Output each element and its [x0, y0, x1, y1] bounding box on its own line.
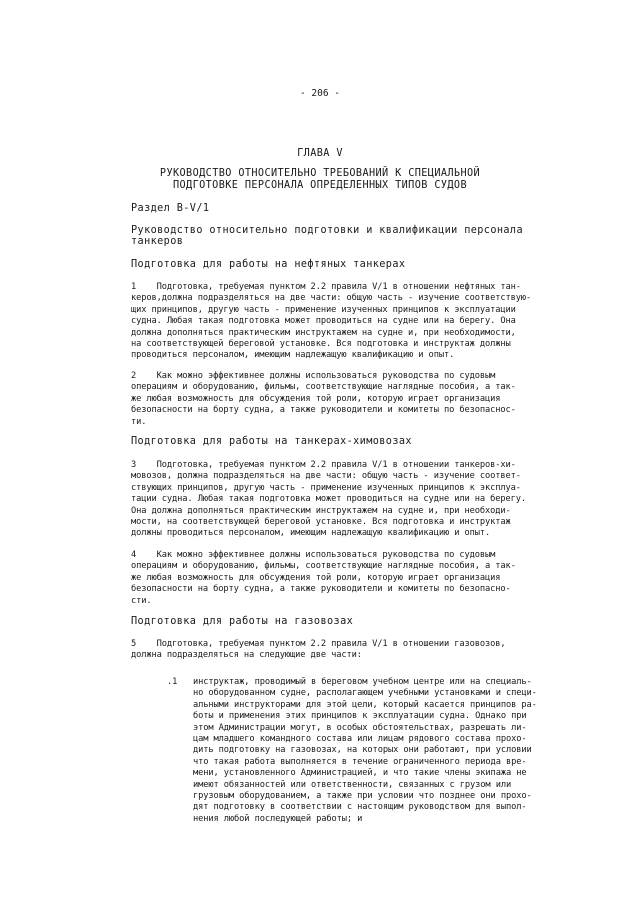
chapter-title-line-2: ПОДГОТОВКЕ ПЕРСОНАЛА ОПРЕДЕЛЕННЫХ ТИПОВ СУДОВ [172, 180, 467, 191]
paragraph-line: же любая возможность для обсуждения той роли, которую играет организация [131, 572, 501, 583]
paragraph-line: операциям и оборудованию, фильмы, соответствующие наглядные пособия, а так- [131, 561, 516, 572]
list-item-1 [193, 677, 573, 825]
paragraph-line: керов,должна подразделяться на две части: общую часть - изучение соответствую- [131, 293, 532, 304]
chapter-heading: ГЛАВА V [297, 148, 343, 159]
paragraph-line: проводиться персоналом, имеющим надлежащую квалификацию и опыт. [131, 350, 455, 361]
paragraph-line: должна подразделяться на следующие две части: [131, 650, 362, 661]
subheading-chemical-tankers: Подготовка для работы на танкерах-химовозах [131, 436, 412, 447]
list-item-line: имеют обязанностей или ответственности, связанных с грузом или [193, 779, 512, 790]
paragraph-4 [131, 550, 571, 607]
subheading-gas-carriers: Подготовка для работы на газовозах [131, 616, 354, 627]
paragraph-line: ствующих принципов, другую часть - применение изученных принципов к эксплуа- [131, 482, 521, 493]
list-item-line: боты и применения этих принципов к эксплуатации судна. Однако при [193, 711, 527, 722]
paragraph-5 [131, 639, 571, 662]
paragraph-line: должны проводиться персоналом, имеющим надлежащую квалификацию и опыт. [131, 528, 491, 539]
list-item-line: дить подготовку на газовозах, на которых они работают, при условии [193, 745, 532, 756]
paragraph-line: 1 Подготовка, требуемая пунктом 2.2 правила V/1 в отношении нефтяных тан- [131, 282, 521, 292]
paragraph-line: сти. [131, 595, 152, 606]
page-number: - 206 - [299, 88, 341, 99]
paragraph-line: 5 Подготовка, требуемая пунктом 2.2 правила V/1 в отношении газовозов, [131, 639, 506, 649]
paragraph-line: ти. [131, 416, 147, 427]
paragraph-line: безопасности на борту судна, а также руководители и комитеты по безопаснос- [131, 405, 516, 416]
list-item-line: инструктаж, проводимый в береговом учебном центре или на специаль- [193, 677, 532, 687]
list-item-label: .1 [167, 677, 178, 687]
paragraph-line: мости, на соответствующей береговой установке. Вся подготовка и инструктаж [131, 517, 511, 528]
paragraph-line: судна. Любая такая подготовка может проводиться на судне или на берегу. Она [131, 316, 516, 327]
list-item-line: дят подготовку в соответствии с настоящим руководством для выпол- [193, 802, 527, 813]
paragraph-line: же любая возможность для обсуждения той роли, которую играет организация [131, 393, 501, 404]
subheading-oil-tankers: Подготовка для работы на нефтяных танкерах [131, 259, 406, 270]
section-heading: Раздел В-V/1 [131, 203, 210, 214]
paragraph-line: 3 Подготовка, требуемая пунктом 2.2 правила V/1 в отношении танкеров-хи- [131, 460, 516, 470]
paragraph-line: Она должна дополняться практическим инструктажем на судне и, при необходи- [131, 505, 511, 516]
paragraph-line: мовозов, должна подразделяться на две части: общую часть - изучение соответ- [131, 471, 521, 482]
paragraph-line: должна дополняться практическим инструктажем на судне и, при необходимости, [131, 327, 516, 338]
paragraph-line: 4 Как можно эффективнее должны использоваться руководства по судовым [131, 550, 496, 560]
paragraph-line: щих принципов, другую часть - применение изученных принципов к эксплуатации [131, 304, 516, 315]
paragraph-line: операциям и оборудованию, фильмы, соответствующие наглядные пособия, а так- [131, 382, 516, 393]
paragraph-line: 2 Как можно эффективнее должны использоваться руководства по судовым [131, 371, 496, 381]
paragraph-line: тации судна. Любая такая подготовка может проводиться на судне или на берегу. [131, 494, 527, 505]
list-item-line: этом Администрации могут, в особых обстоятельствах, разрешать ли- [193, 722, 527, 733]
list-item-line: что такая работа выполняется в течение ограниченного периода вре- [193, 756, 527, 767]
list-item-line: мени, установленного Администрацией, и что такие члены экипажа не [193, 768, 527, 779]
list-item-line: грузовым оборудованием, а также при условии что позднее они прохо- [193, 791, 532, 802]
section-title-line-2: танкеров [131, 236, 184, 247]
list-item-line: цам младшего командного состава или лицам рядового состава прохо- [193, 734, 527, 745]
chapter-title-line-1: РУКОВОДСТВО ОТНОСИТЕЛЬНО ТРЕБОВАНИЙ К СПЕЦИАЛЬНОЙ [159, 168, 481, 179]
paragraph-line: безопасности на борту судна, а также руководители и комитеты по безопасно- [131, 584, 511, 595]
section-title-line-1: Руководство относительно подготовки и квалификации персонала [131, 225, 524, 236]
list-item-line: альными инструкторами для этой цели, который касается принципов ра- [193, 699, 537, 710]
list-item-line: но оборудованном судне, располагающем учебными установками и специ- [193, 688, 537, 699]
paragraph-3 [131, 460, 571, 540]
paragraph-1 [131, 282, 571, 362]
paragraph-line: на соответствующей береговой установке. Вся подготовка и инструктаж должны [131, 339, 511, 350]
paragraph-2 [131, 371, 571, 428]
list-item-line: нения любой последующей работы; и [193, 813, 363, 824]
